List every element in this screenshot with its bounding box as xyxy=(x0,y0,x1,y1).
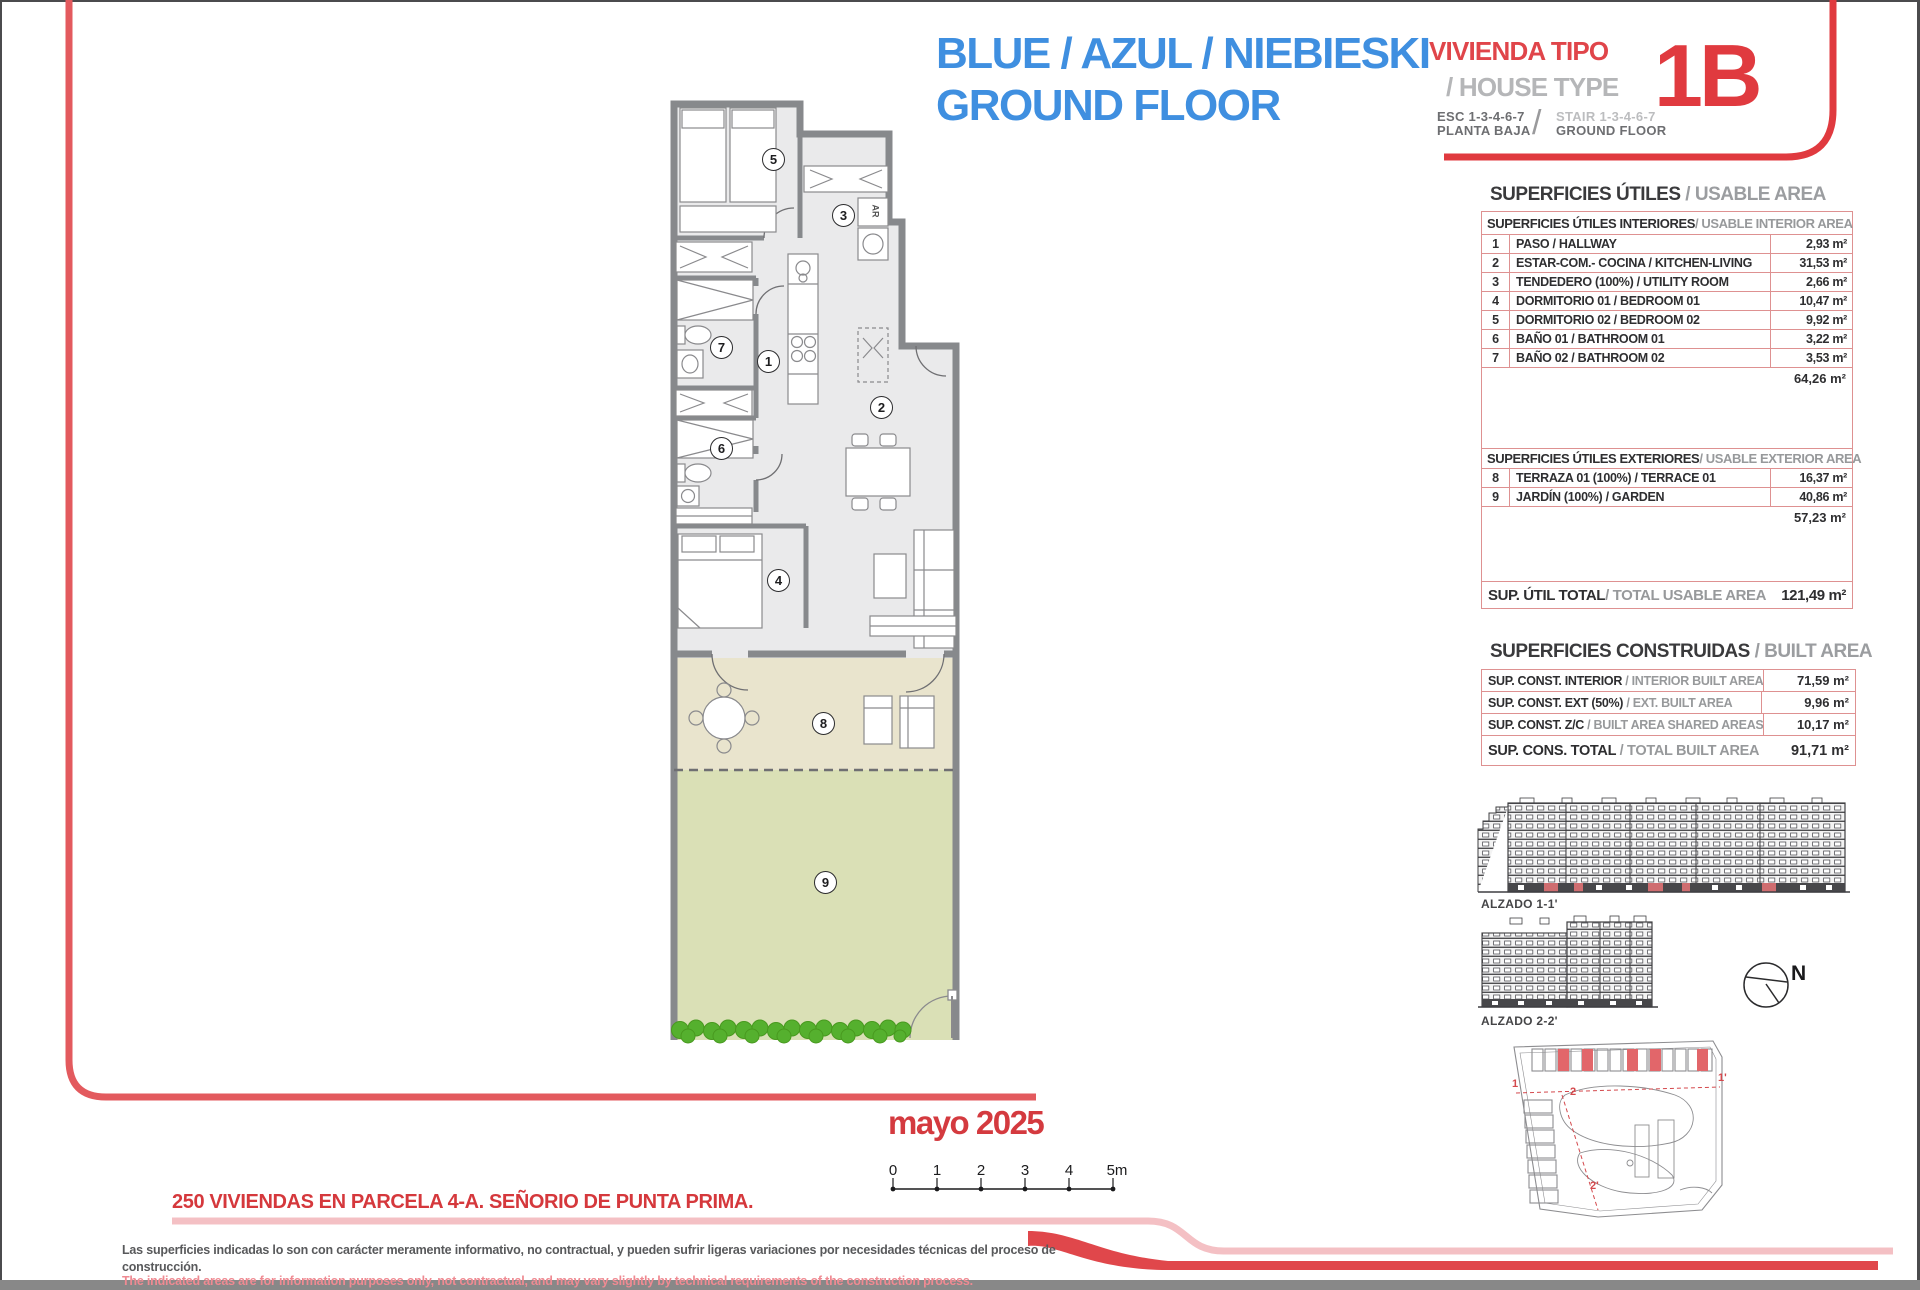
closet-2 xyxy=(676,390,752,416)
table-row xyxy=(1481,348,1853,368)
elevation-2-label: ALZADO 2-2' xyxy=(1481,1014,1558,1028)
row-value: 31,53 m² xyxy=(1770,254,1852,272)
built-row-value: 9,96 m² xyxy=(1761,692,1855,713)
row-value: 3,53 m² xyxy=(1770,349,1852,367)
washer-label: AR xyxy=(870,204,881,218)
page-title-line1: BLUE / AZUL / NIEBIESKI xyxy=(936,29,1430,78)
scale-tick-1: 1 xyxy=(932,1162,942,1179)
built-row xyxy=(1481,713,1856,736)
scale-tick-3: 3 xyxy=(1020,1162,1030,1179)
north-label: N xyxy=(1791,962,1807,985)
date-label: mayo 2025 xyxy=(888,1104,1044,1141)
row-num: 3 xyxy=(1482,273,1510,291)
row-value: 40,86 m² xyxy=(1770,488,1852,506)
built-row-en: / BUILT AREA SHARED AREAS xyxy=(1583,717,1764,732)
row-label: TERRAZA 01 (100%) / TERRACE 01 xyxy=(1516,471,1716,485)
room-badge-3: 3 xyxy=(832,204,855,227)
row-num: 2 xyxy=(1482,254,1510,272)
esc-block xyxy=(1437,110,1531,138)
scale-tick-0: 0 xyxy=(888,1162,898,1179)
built-row-es: SUP. CONST. EXT (50%) xyxy=(1488,695,1624,710)
project-title: 250 VIVIENDAS EN PARCELA 4-A. SEÑORIO DE PUNTA PRIMA. xyxy=(172,1191,754,1213)
row-label: PASO / HALLWAY xyxy=(1516,237,1617,251)
room-badge-4: 4 xyxy=(767,569,790,592)
site-marker-2: 2 xyxy=(1570,1086,1577,1098)
room-badge-7: 7 xyxy=(710,336,733,359)
room-badge-1: 1 xyxy=(757,350,780,373)
exterior-header-es: SUPERFICIES ÚTILES EXTERIORES xyxy=(1487,451,1700,466)
row-value: 16,37 m² xyxy=(1770,469,1852,487)
built-area-title-en: / BUILT AREA xyxy=(1749,641,1873,662)
interior-header xyxy=(1481,211,1853,235)
row-value: 9,92 m² xyxy=(1770,311,1852,329)
built-row-en: / EXT. BUILT AREA xyxy=(1623,695,1733,710)
row-value: 2,93 m² xyxy=(1770,235,1852,253)
usable-area-title-es: SUPERFICIES ÚTILES xyxy=(1490,184,1681,205)
row-label: JARDÍN (100%) / GARDEN xyxy=(1516,490,1665,504)
page-title xyxy=(936,28,1430,132)
elevation-1-label: ALZADO 1-1' xyxy=(1481,897,1558,911)
site-plan xyxy=(1514,1041,1722,1217)
esc-stair-separator: / xyxy=(1532,104,1542,142)
built-row-value: 71,59 m² xyxy=(1763,670,1855,691)
table-row xyxy=(1481,234,1853,254)
row-num: 6 xyxy=(1482,330,1510,348)
table-row xyxy=(1481,468,1853,488)
row-num: 5 xyxy=(1482,311,1510,329)
unit-code: 1B xyxy=(1654,26,1759,125)
built-area-title xyxy=(1490,641,1872,663)
elevation-1 xyxy=(1478,798,1850,892)
usable-total-es: SUP. ÚTIL TOTAL xyxy=(1488,586,1606,604)
bedroom1-furniture xyxy=(678,534,762,628)
row-label: TENDEDERO (100%) / UTILITY ROOM xyxy=(1516,275,1729,289)
scale-tick-4: 4 xyxy=(1064,1162,1074,1179)
built-total-value: 91,71 m² xyxy=(1790,742,1849,759)
usable-total-row xyxy=(1481,581,1853,609)
row-value: 10,47 m² xyxy=(1770,292,1852,310)
row-label: DORMITORIO 02 / BEDROOM 02 xyxy=(1516,313,1700,327)
built-row-es: SUP. CONST. Z/C xyxy=(1488,717,1584,732)
row-label: BAÑO 01 / BATHROOM 01 xyxy=(1516,332,1665,346)
usable-area-table xyxy=(1481,212,1862,609)
built-total-es: SUP. CONS. TOTAL xyxy=(1488,742,1616,759)
esc-line1: ESC 1-3-4-6-7 xyxy=(1437,109,1525,124)
stair-line2: GROUND FLOOR xyxy=(1556,123,1667,138)
room-badge-6: 6 xyxy=(710,437,733,460)
north-compass xyxy=(1744,963,1788,1007)
disclaimer-es: Las superficies indicadas lo son con carácter meramente informativo, no contractual, y pueden sufrir ligeras variaciones por necesidades técnicas del proceso de construcción. xyxy=(122,1243,1056,1274)
usable-total-en: / TOTAL USABLE AREA xyxy=(1605,586,1767,604)
usable-total-value: 121,49 m² xyxy=(1781,586,1846,604)
row-label: BAÑO 02 / BATHROOM 02 xyxy=(1516,351,1665,365)
table-row xyxy=(1481,253,1853,273)
table-row xyxy=(1481,291,1853,311)
scale-tick-5: 5m xyxy=(1106,1162,1128,1179)
table-row xyxy=(1481,310,1853,330)
exterior-subtotal xyxy=(1481,506,1853,582)
room-badge-2: 2 xyxy=(870,396,893,419)
row-value: 2,66 m² xyxy=(1770,273,1852,291)
closet-1 xyxy=(676,242,752,272)
room-badge-9: 9 xyxy=(814,871,837,894)
table-row xyxy=(1481,329,1853,349)
row-label: ESTAR-COM.- COCINA / KITCHEN-LIVING xyxy=(1516,256,1753,270)
kitchen-cabinets xyxy=(788,254,818,404)
house-type-es: VIVIENDA TIPO xyxy=(1429,36,1609,66)
built-row-en: / INTERIOR BUILT AREA xyxy=(1622,673,1764,688)
built-total-row xyxy=(1481,735,1856,766)
interior-subtotal-value: 64,26 m² xyxy=(1793,371,1846,386)
usable-area-title-en: / USABLE AREA xyxy=(1680,184,1826,205)
floor-plan-drawing xyxy=(660,88,980,1060)
stair-block xyxy=(1556,110,1666,138)
scale-bar xyxy=(885,1158,1135,1198)
row-value: 3,22 m² xyxy=(1770,330,1852,348)
exterior-subtotal-value: 57,23 m² xyxy=(1793,510,1846,525)
table-row xyxy=(1481,487,1853,507)
exterior-header xyxy=(1481,448,1862,469)
interior-subtotal xyxy=(1481,367,1853,449)
built-row xyxy=(1481,691,1856,714)
esc-line2: PLANTA BAJA xyxy=(1437,123,1531,138)
page-title-line2: GROUND FLOOR xyxy=(936,81,1280,130)
site-marker-1p: 1' xyxy=(1718,1072,1727,1084)
built-area-title-es: SUPERFICIES CONSTRUIDAS xyxy=(1490,641,1750,662)
built-row-value: 10,17 m² xyxy=(1763,714,1855,735)
site-marker-1: 1 xyxy=(1512,1078,1519,1090)
row-num: 4 xyxy=(1482,292,1510,310)
row-num: 8 xyxy=(1482,469,1510,487)
site-marker-2p: 2' xyxy=(1590,1180,1599,1192)
disclaimer-en: The indicated areas are for information purposes only, not contractual, and may vary slightly by technical requirements of the construction process. xyxy=(122,1274,973,1288)
row-num: 7 xyxy=(1482,349,1510,367)
row-num: 1 xyxy=(1482,235,1510,253)
usable-area-title xyxy=(1490,184,1826,206)
exterior-header-en: / USABLE EXTERIOR AREA xyxy=(1699,451,1862,466)
room-badge-5: 5 xyxy=(762,148,785,171)
row-label: DORMITORIO 01 / BEDROOM 01 xyxy=(1516,294,1700,308)
built-total-en: / TOTAL BUILT AREA xyxy=(1615,742,1760,759)
stair-line1: STAIR 1-3-4-6-7 xyxy=(1556,109,1656,124)
interior-header-es: SUPERFICIES ÚTILES INTERIORES xyxy=(1487,215,1695,231)
built-row-es: SUP. CONST. INTERIOR xyxy=(1488,673,1623,688)
built-area-table xyxy=(1481,670,1856,766)
interior-header-en: / USABLE INTERIOR AREA xyxy=(1695,215,1853,231)
site-left-units xyxy=(1524,1100,1558,1203)
elevation-2 xyxy=(1478,916,1658,1007)
house-type-en: / HOUSE TYPE xyxy=(1446,72,1619,102)
table-row xyxy=(1481,272,1853,292)
row-num: 9 xyxy=(1482,488,1510,506)
garden-area xyxy=(674,770,956,1040)
built-row xyxy=(1481,669,1856,692)
scale-tick-2: 2 xyxy=(976,1162,986,1179)
room-badge-8: 8 xyxy=(812,712,835,735)
